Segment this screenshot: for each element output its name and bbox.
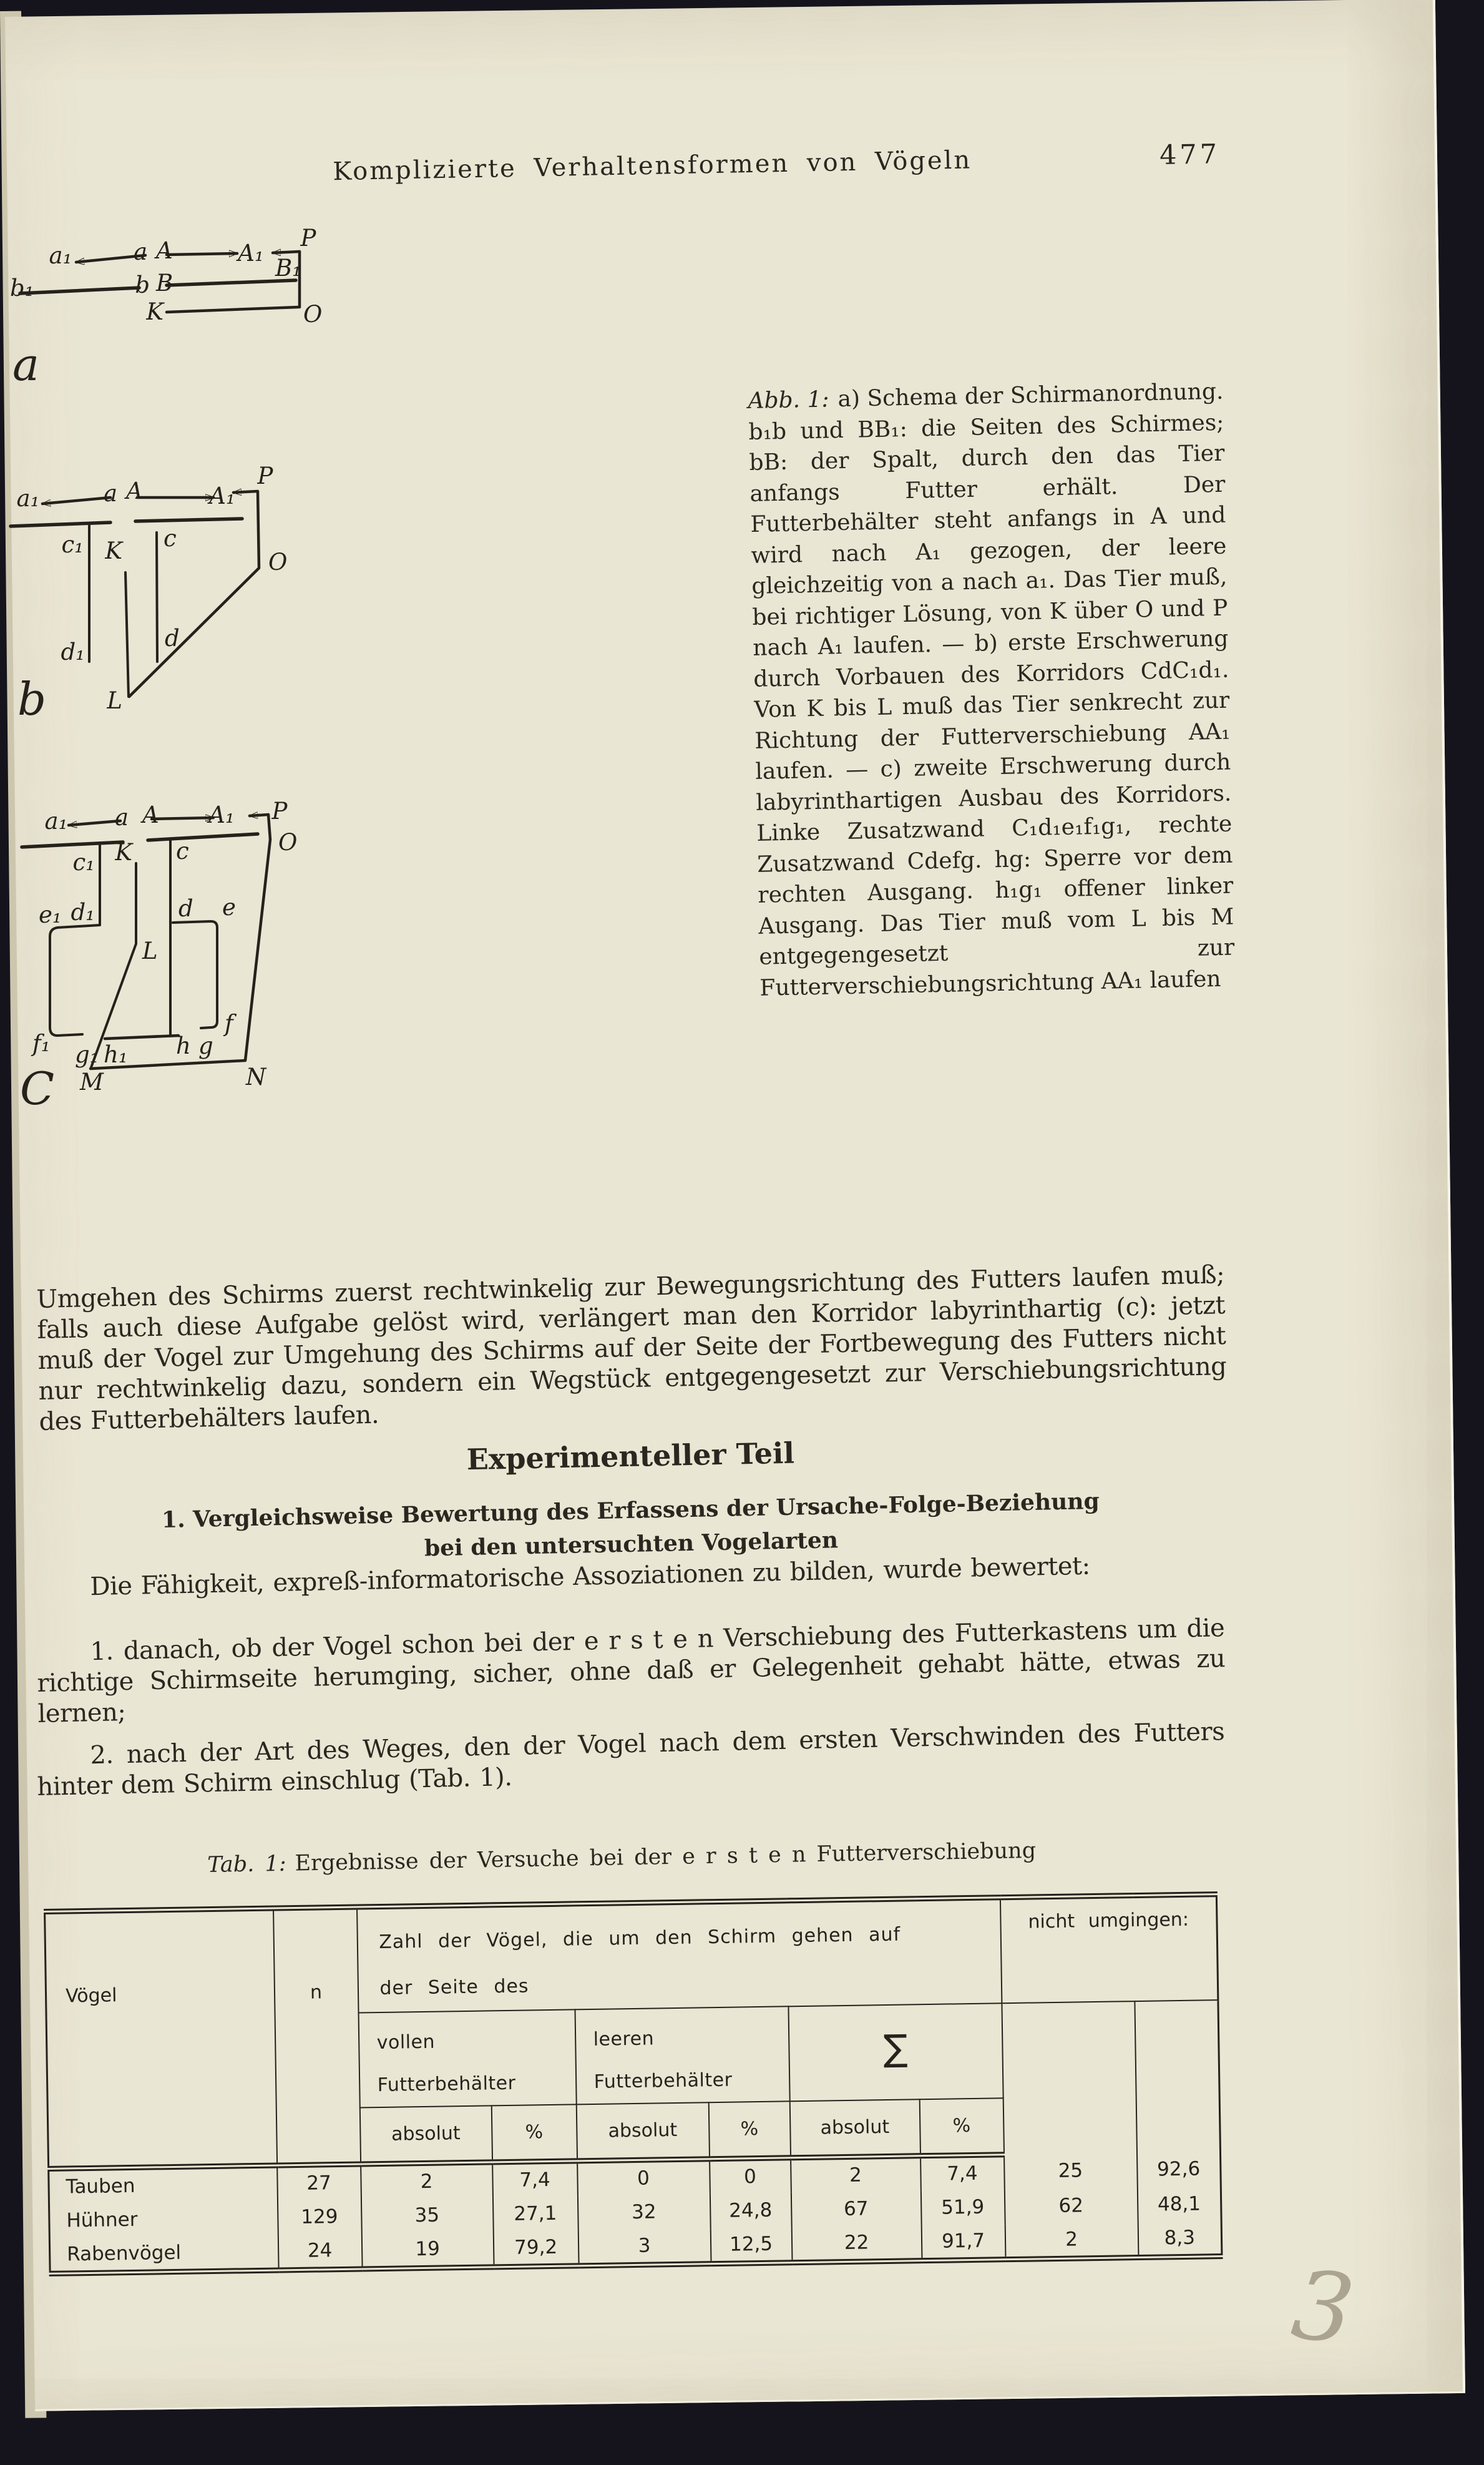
label-A1: A₁ <box>238 240 264 267</box>
k-l-line <box>125 572 129 697</box>
running-head <box>0 136 1484 187</box>
label-N: N <box>246 1064 266 1090</box>
body-paragraph-3: 1. danach, ob der Vogel schon bei der e r s t e n Verschiebung des Futterkastens um die richtige Schirmseite herumging, sicher, ohne daß er Gelegenheit gehabt hätte, etwas zu lernen; <box>37 1614 1226 1728</box>
arrow-P-to-A1 <box>233 491 257 493</box>
panel-label-a: a <box>12 338 39 391</box>
column-header-leerer-futterbehaelter: leeren Futterbehälter <box>575 2006 789 2104</box>
panel-label-c: C <box>20 1062 55 1115</box>
column-header-n: n <box>273 1907 361 2165</box>
label-O: O <box>303 301 323 328</box>
cell-nicht-prozent: 48,1 <box>1137 2186 1221 2222</box>
cell-vollen-prozent: 27,1 <box>492 2195 578 2232</box>
label-O: O <box>278 829 298 856</box>
section-heading: Experimenteller Teil <box>466 1436 795 1477</box>
row-name: Hühner <box>49 2200 278 2238</box>
cell-summe-prozent: 51,9 <box>920 2189 1005 2225</box>
label-K: K <box>105 537 122 564</box>
subcolumn-prozent: % <box>491 2104 577 2162</box>
label-h1: h₁ <box>104 1041 128 1068</box>
label-A: A <box>156 237 173 264</box>
k-o-line <box>167 307 298 312</box>
cell-leeren-absolut: 3 <box>578 2228 711 2265</box>
row-n: 129 <box>277 2199 361 2235</box>
label-P: P <box>257 463 273 489</box>
column-group-umgangen: Zahl der Vögel, die um den Schirm gehen auf der Seite des <box>357 1898 1002 2013</box>
row-n: 24 <box>278 2234 362 2270</box>
subcolumn-prozent: % <box>708 2101 790 2159</box>
results-table-wrap <box>44 1891 1223 2276</box>
cell-vollen-absolut: 35 <box>361 2197 493 2233</box>
label-f: f <box>225 1010 233 1037</box>
figure-caption-text: a) Schema der Schirmanordnung. b₁b und BB₁: die Seiten des Schirmes; bB: der Spalt, durch den das Tier anfangs Futter erhält. Der Futterbehälter steht anfangs in A und wird nach A₁ gezogen, der leere gleichzeitig von a nach a₁. Das Tier muß, bei richtiger Lösung, von K über O und P nach A₁ laufen. — b) erste Erschwerung durch Vorbauen des Korridors CdC₁d₁. Von K bis L muß das Tier senkrecht zur Richtung der Futterverschiebung AA₁ laufen. — c) zweite Erschwerung durch labyrinthartigen Ausbau des Korridors. Linke Zusatzwand C₁d₁e₁f₁g₁, rechte Zusatzwand Cdefg. hg: Sperre vor dem rechten Ausgang. h₁g₁ offener linker Ausgang. Das Tier muß vom L bis M entgegengesetzt zur Futterverschiebungsrichtung AA₁ laufen <box>748 378 1235 1001</box>
label-P: P <box>271 798 288 825</box>
cell-nicht-absolut: 25 <box>1004 2152 1138 2189</box>
label-c1: c₁ <box>72 849 95 876</box>
screen-left-line <box>22 842 123 847</box>
cell-summe-prozent: 7,4 <box>920 2154 1005 2190</box>
label-b: b <box>135 272 150 298</box>
label-A: A <box>142 801 159 828</box>
cell-nicht-prozent: 92,6 <box>1136 2151 1221 2187</box>
arrow-P-to-A1 <box>250 815 268 816</box>
handwritten-pencil-mark: 3 <box>1286 2248 1360 2366</box>
screen-right-line <box>148 834 258 840</box>
screen-right-line <box>135 519 242 521</box>
figure-caption-number: Abb. 1: <box>748 386 829 414</box>
label-L: L <box>107 687 122 714</box>
cell-nicht-absolut: 62 <box>1004 2187 1138 2224</box>
label-a1: a₁ <box>49 242 72 269</box>
column-group-nicht-umgingen: nicht umgingen: <box>1000 1894 1218 2004</box>
arrow-a-to-a1 <box>69 821 120 825</box>
cell-nicht-prozent: 8,3 <box>1138 2221 1222 2257</box>
label-a: a <box>103 480 117 507</box>
subcolumn-prozent: % <box>919 2098 1003 2155</box>
screen-left-line <box>20 288 139 293</box>
cell-vollen-absolut: 2 <box>361 2162 493 2198</box>
p-o-line <box>268 815 270 840</box>
arrow-P-to-A1 <box>273 252 300 253</box>
label-b1: b₁ <box>10 275 34 301</box>
label-f1: f₁ <box>32 1030 51 1057</box>
cell-summe-prozent: 91,7 <box>921 2224 1005 2260</box>
results-table <box>44 1891 1223 2276</box>
label-K: K <box>146 298 164 325</box>
subcolumn-absolut: absolut <box>359 2105 492 2164</box>
body-paragraph-1: Umgehen des Schirms zuerst rechtwinkelig zur Bewegungsrichtung des Futters laufen muß; falls auch diese Aufgabe gelöst wird, verlängert man den Korridor labyrinthartig (c): jetzt muß der Vogel zur Umgehung des Schirms auf der Seite der Fortbewegung des Futters nicht nur rechtwinkelig dazu, sondern ein Wegstück entgegengesetzt zur Verschiebungsrichtung des Futterbehälters laufen. <box>36 1260 1227 1436</box>
page-title: Komplizierte Verhaltensformen von Vögeln <box>332 145 972 187</box>
label-c1: c₁ <box>61 531 84 558</box>
label-d: d <box>178 895 193 922</box>
column-header-summe sigma-symbol: ∑ <box>788 2003 1003 2101</box>
body-paragraph-4: 2. nach der Art des Weges, den der Vogel nach dem ersten Verschwinden des Futters hinter dem Schirm einschlug (Tab. 1). <box>37 1717 1225 1801</box>
subcolumn-absolut: absolut <box>789 2099 920 2157</box>
cell-leeren-prozent: 24,8 <box>710 2192 791 2228</box>
arrow-a-to-a1 <box>42 497 110 504</box>
panel-label-b: b <box>17 673 47 725</box>
nicht-umgingen-absolut-area <box>1002 2001 1137 2154</box>
label-d: d <box>165 625 180 652</box>
label-g1: g₁ <box>75 1041 99 1068</box>
page-number: 477 <box>1159 139 1221 171</box>
figure-diagram-c <box>6 799 312 1105</box>
cell-nicht-absolut: 2 <box>1005 2222 1138 2259</box>
label-K: K <box>115 839 132 866</box>
cell-leeren-absolut: 0 <box>577 2159 710 2195</box>
cell-summe-absolut: 67 <box>791 2190 921 2227</box>
subsection-heading-line2: bei den untersuchten Vogelarten <box>424 1527 839 1562</box>
table-caption-text: Ergebnisse der Versuche bei der e r s t e n Futterverschiebung <box>295 1838 1037 1876</box>
label-d1: d₁ <box>71 899 95 926</box>
label-d1: d₁ <box>61 639 85 665</box>
label-e: e <box>222 894 236 921</box>
l-o-diagonal-line <box>129 569 258 697</box>
label-a1: a₁ <box>16 485 40 512</box>
column-header-voegel: Vögel <box>45 1908 277 2169</box>
cell-summe-absolut: 2 <box>791 2155 921 2192</box>
label-g: g <box>198 1032 213 1059</box>
label-O: O <box>268 549 288 576</box>
screen-left-line <box>11 522 110 526</box>
arrow-A-to-A1 <box>167 253 237 255</box>
label-A1: A₁ <box>209 483 235 509</box>
label-A1: A₁ <box>208 801 235 828</box>
h1-h-line <box>105 1036 178 1039</box>
right-corridor-wall-d-e-f-g <box>173 921 217 1028</box>
row-name: Tauben <box>49 2165 278 2203</box>
table-caption <box>207 1838 1036 1878</box>
row-n: 27 <box>277 2164 361 2200</box>
nicht-umgingen-prozent-area <box>1135 2000 1221 2152</box>
cell-leeren-absolut: 32 <box>577 2193 710 2230</box>
column-header-voller-futterbehaelter: vollen Futterbehälter <box>358 2009 576 2107</box>
label-P: P <box>300 225 316 252</box>
right-wall-line <box>258 491 259 568</box>
table-caption-number: Tab. 1: <box>207 1851 286 1878</box>
body-paragraph-2: Die Fähigkeit, expreß-informatorische Assoziationen zu bilden, wurde bewertet: <box>90 1551 1091 1602</box>
label-B: B <box>156 270 173 296</box>
label-a1: a₁ <box>44 808 68 835</box>
cell-vollen-prozent: 7,4 <box>492 2160 578 2197</box>
arrow-A-to-A1 <box>152 818 213 819</box>
label-B1: B₁ <box>275 255 302 282</box>
label-a: a <box>133 238 147 265</box>
label-e1: e₁ <box>39 901 62 928</box>
label-L: L <box>142 938 158 964</box>
cell-vollen-prozent: 79,2 <box>493 2230 578 2267</box>
cell-leeren-prozent: 0 <box>710 2157 791 2193</box>
label-h: h <box>176 1032 191 1059</box>
label-c: c <box>176 838 189 865</box>
figure-caption <box>748 376 1236 1004</box>
row-name: Rabenvögel <box>49 2235 278 2273</box>
o-n-line <box>245 840 270 1061</box>
label-M: M <box>80 1069 104 1095</box>
cell-leeren-prozent: 12,5 <box>710 2227 792 2263</box>
subsection-heading-line1: 1. Vergleichsweise Bewertung des Erfassens der Ursache-Folge-Beziehung <box>161 1487 1100 1533</box>
label-A: A <box>126 478 143 504</box>
label-a: a <box>114 804 129 831</box>
figure-diagram-a <box>0 225 325 378</box>
cell-summe-absolut: 22 <box>791 2225 922 2262</box>
cell-vollen-absolut: 19 <box>361 2232 494 2268</box>
subcolumn-absolut: absolut <box>576 2102 709 2160</box>
label-c: c <box>164 525 177 552</box>
